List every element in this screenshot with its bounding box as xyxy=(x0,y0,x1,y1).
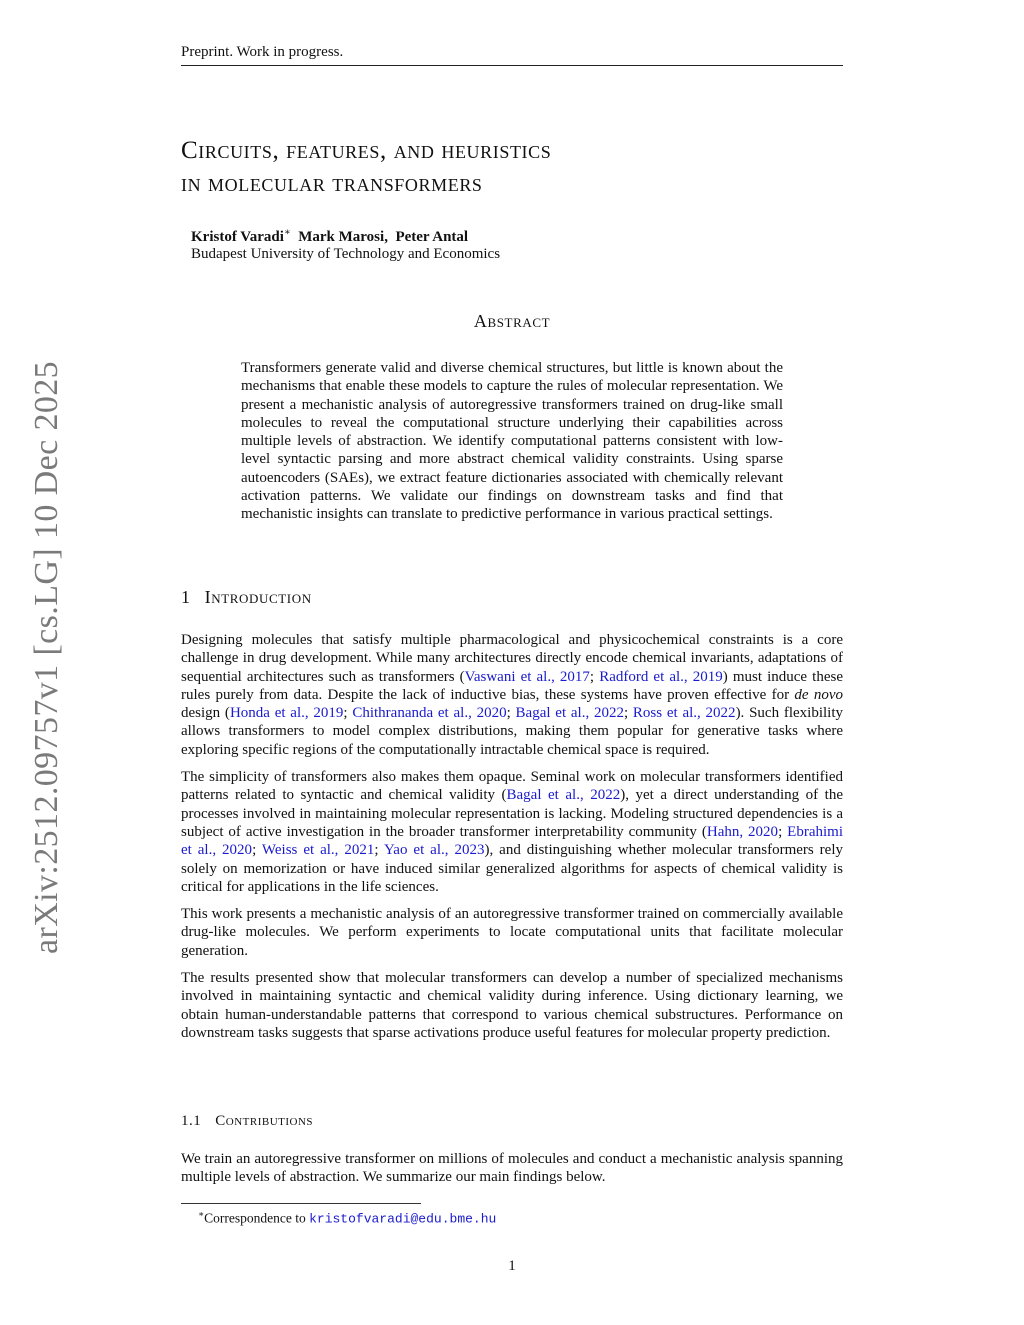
introduction-body xyxy=(181,631,843,1051)
subsection-heading-contributions xyxy=(181,1113,313,1130)
author-list: Kristof Varadi∗ Mark Marosi, Peter Antal xyxy=(191,227,469,245)
running-header: Preprint. Work in progress. xyxy=(181,44,344,60)
footnote-text: Correspondence to xyxy=(204,1210,310,1226)
citation-link[interactable]: Ebrahimi et al., 2020 xyxy=(181,823,843,859)
text-run: ; xyxy=(589,668,600,685)
citation-link[interactable]: Honda et al., 2019 xyxy=(229,705,344,722)
text-run: ) must induce these rules purely from data. Despite the lack of inductive bias, these systems have proven effective for xyxy=(181,668,843,703)
text-run: ; xyxy=(343,705,353,722)
footnote xyxy=(198,1209,496,1227)
paragraph: This work presents a mechanistic analysis of an autoregressive transformer trained on commercially available drug-like molecules. We perform experiments to locate computational units that facilitate molecular generation. xyxy=(181,906,843,959)
abstract-body: Transformers generate valid and diverse chemical structures, but little is known about the mechanisms that enable these models to capture the rules of molecular representation. We present a mechanistic analysis of autoregressive transformers trained on drug-like small molecules to reveal the computational structure underlying their capabilities across multiple levels of abstraction. We identify computational patterns consistent with low-level syntactic parsing and more abstract chemical validity constraints. Using sparse autoencoders (SAEs), we extract feature dictionaries associated with chemically relevant activation patterns. We validate our findings on downstream tasks and find that mechanistic insights can translate to predictive performance in various practical settings. xyxy=(241,360,783,523)
title-line-2: in molecular transformers xyxy=(181,170,483,197)
contributions-body: We train an autoregressive transformer on millions of molecules and conduct a mechanistic analysis spanning multiple levels of abstraction. We summarize our main findings below. xyxy=(181,1151,843,1186)
text-run: ), and distinguishing whether molecular transformers rely solely on memorization or have induced similar generalized algorithms for aspects of chemical validity is critical for applications in the life sciences. xyxy=(181,842,844,895)
citation-link[interactable]: Vaswani et al., 2017 xyxy=(464,668,590,685)
subsection-number: 1.1 xyxy=(181,1113,202,1129)
abstract-heading: Abstract xyxy=(473,311,551,331)
citation-link[interactable]: Bagal et al., 2022 xyxy=(506,787,621,804)
affiliation: Budapest University of Technology and Economics xyxy=(191,246,501,262)
text-run: ; xyxy=(252,842,262,859)
author-footnote-mark: ∗ xyxy=(283,227,291,238)
text-run: ; xyxy=(374,842,384,859)
section-title: Introduction xyxy=(204,587,312,607)
paragraph: The results presented show that molecular transformers can develop a number of specialized mechanisms involved in maintaining syntactic and chemical validity during inference. Using dictionary learning, we obtain human-understandable patterns that correspond to various chemical substructures. Performance on downstream tasks suggests that sparse activations produce useful features for molecular property prediction. xyxy=(181,970,843,1041)
citation-link[interactable]: Bagal et al., 2022 xyxy=(515,705,624,722)
text-run: design ( xyxy=(181,705,230,722)
page-number: 1 xyxy=(508,1258,516,1274)
footnote-rule xyxy=(181,1203,421,1204)
email-link[interactable]: kristofvaradi@edu.bme.hu xyxy=(309,1211,497,1227)
citation-link[interactable]: Radford et al., 2019 xyxy=(599,668,723,685)
text-run: ; xyxy=(778,823,788,840)
header-rule xyxy=(181,65,843,66)
title-line-1: Circuits, features, and heuristics xyxy=(181,137,552,164)
citation-link[interactable]: Hahn, 2020 xyxy=(706,823,779,840)
author-name: Peter Antal xyxy=(395,229,469,245)
text-run: ; xyxy=(506,705,516,722)
author-name: Kristof Varadi xyxy=(191,229,284,245)
text-run: The simplicity of transformers also makes them opaque. Seminal work on molecular transformers identified patterns related to syntactic and chemical validity ( xyxy=(181,769,843,804)
section-number: 1 xyxy=(181,587,191,607)
arxiv-identifier-stamp: arXiv:2512.09757v1 [cs.LG] 10 Dec 2025 xyxy=(28,360,65,954)
text-run: Designing molecules that satisfy multiple pharmacological and physicochemical constraints is a core challenge in drug development. While many architectures directly encode chemical invariants, adaptations of sequential architectures such as transformers ( xyxy=(181,632,843,685)
footnote-mark: ∗ xyxy=(198,1209,205,1219)
citation-link[interactable]: Yao et al., 2023 xyxy=(383,842,485,859)
citation-link[interactable]: Weiss et al., 2021 xyxy=(261,842,375,859)
citation-link[interactable]: Ross et al., 2022 xyxy=(632,705,736,722)
citation-link[interactable]: Chithrananda et al., 2020 xyxy=(352,705,507,722)
text-run: ). Such flexibility allows transformers to model complex distributions, making them popular for generative tasks where exploring specific regions of the computationally intractable chemical space is required. xyxy=(181,705,844,758)
text-run: ; xyxy=(623,705,633,722)
paragraph xyxy=(181,631,843,759)
emphasis-text: de novo xyxy=(794,686,843,703)
subsection-title: Contributions xyxy=(215,1113,314,1129)
section-heading-introduction xyxy=(181,587,312,608)
author-name: Mark Marosi xyxy=(298,229,385,245)
text-run: ), yet a direct understanding of the processes involved in maintaining molecular representation is lacking. Modeling structured dependencies is a subject of active investigation in the broader transformer interpretability community ( xyxy=(181,787,844,840)
paragraph xyxy=(181,768,843,896)
paper-title xyxy=(181,134,843,200)
